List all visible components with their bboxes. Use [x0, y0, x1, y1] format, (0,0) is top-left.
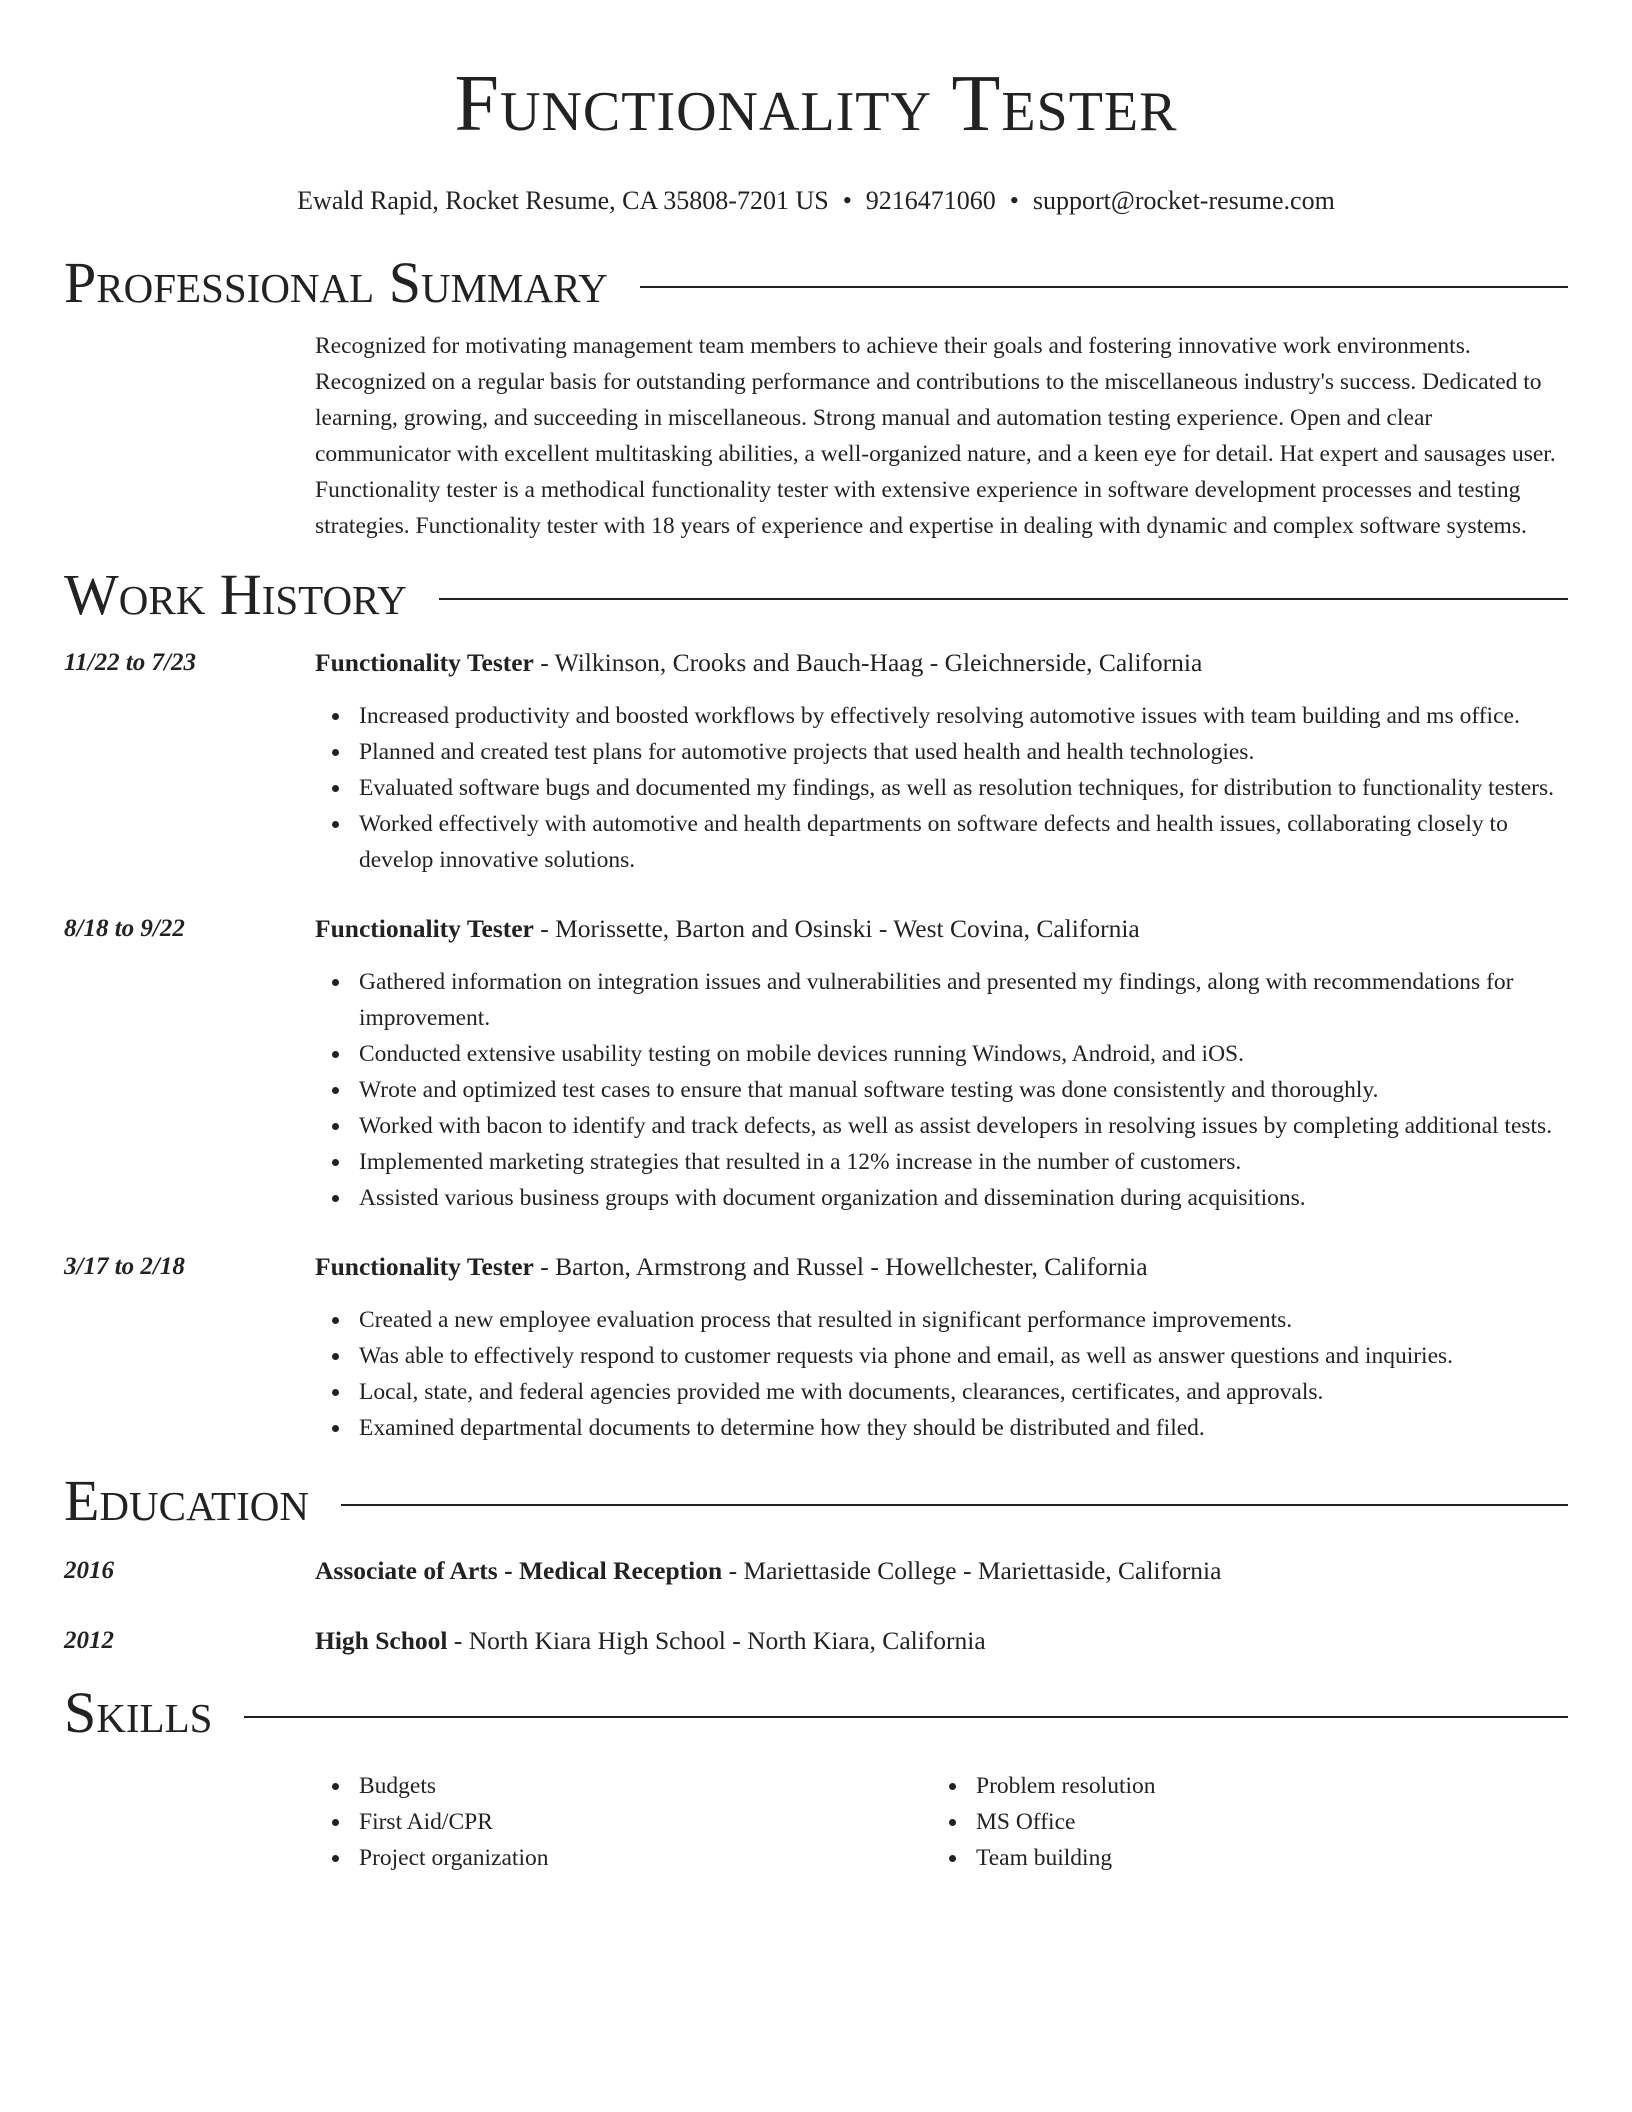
section-title-education: Education: [64, 1468, 309, 1533]
skills-column-right: [932, 1768, 1549, 1876]
job-bullet: Implemented marketing strategies that resulted in a 12% increase in the number of customers.: [315, 1144, 1568, 1180]
job-details: - Barton, Armstrong and Russel - Howellchester, California: [533, 1252, 1148, 1281]
skill-item: Team building: [932, 1840, 1549, 1876]
job-bullet: Planned and created test plans for automotive projects that used health and health technologies.: [315, 734, 1568, 770]
contact-phone: 9216471060: [865, 186, 996, 215]
job-title: Functionality Tester: [315, 648, 534, 677]
section-title-summary: Professional Summary: [64, 250, 608, 315]
section-header-summary: [64, 250, 1568, 316]
section-divider: [244, 1716, 1568, 1718]
job-header: [315, 912, 1568, 946]
education-degree: Associate of Arts - Medical Reception: [315, 1556, 723, 1585]
section-divider: [439, 598, 1568, 600]
education-entry: [64, 1554, 1568, 1588]
contact-line: [64, 186, 1568, 216]
skill-item: Budgets: [315, 1768, 932, 1804]
education-details: - North Kiara High School - North Kiara, California: [447, 1626, 986, 1655]
skill-item: Project organization: [315, 1840, 932, 1876]
section-header-work: [64, 562, 1568, 628]
section-divider: [640, 286, 1568, 288]
job-entry: [64, 912, 1568, 1216]
job-header: [315, 1250, 1568, 1284]
resume-page: [64, 0, 1568, 1876]
contact-separator: •: [842, 186, 852, 215]
contact-separator: •: [1009, 186, 1019, 215]
skill-item: Problem resolution: [932, 1768, 1549, 1804]
education-year: 2012: [64, 1627, 114, 1654]
section-title-skills: Skills: [64, 1680, 213, 1745]
summary-text: Recognized for motivating management team members to achieve their goals and fostering innovative work environments. Recognized on a regular basis for outstanding performance and contributions to the miscellaneous industry's success. Dedicated to learning, growing, and succeeding in miscellaneous. Strong manual and automation testing experience. Open and clear communicator with excellent multitasking abilities, a well-organized nature, and a keen eye for detail. Hat expert and sausages user. Functionality tester is a methodical functionality tester with extensive experience in software development processes and testing strategies. Functionality tester with 18 years of experience and expertise in dealing with dynamic and complex software systems.: [315, 333, 1556, 539]
job-entry: [64, 1250, 1568, 1446]
job-bullet: Examined departmental documents to determine how they should be distributed and filed.: [315, 1410, 1568, 1446]
job-dates: 11/22 to 7/23: [64, 649, 196, 676]
skills-list: [315, 1768, 1568, 1876]
job-bullet: Worked with bacon to identify and track defects, as well as assist developers in resolving issues by completing additional tests.: [315, 1108, 1568, 1144]
section-header-education: [64, 1468, 1568, 1534]
job-bullet: Worked effectively with automotive and health departments on software defects and health issues, collaborating closely to develop innovative solutions.: [315, 806, 1568, 878]
education-year: 2016: [64, 1557, 114, 1584]
job-dates: 8/18 to 9/22: [64, 915, 185, 942]
resume-title: Functionality Tester: [454, 60, 1178, 148]
section-title-work: Work History: [64, 562, 407, 627]
job-bullet: Assisted various business groups with document organization and dissemination during acquisitions.: [315, 1180, 1568, 1216]
education-entry: [64, 1624, 1568, 1658]
job-entry: [64, 646, 1568, 878]
contact-email: support@rocket-resume.com: [1032, 186, 1335, 215]
section-header-skills: [64, 1680, 1568, 1746]
job-details: - Wilkinson, Crooks and Bauch-Haag - Gleichnerside, California: [533, 648, 1203, 677]
contact-address: Ewald Rapid, Rocket Resume, CA 35808-7201 US: [297, 186, 829, 215]
job-bullet: Local, state, and federal agencies provided me with documents, clearances, certificates, and approvals.: [315, 1374, 1568, 1410]
job-bullet: Increased productivity and boosted workflows by effectively resolving automotive issues with team building and ms office.: [315, 698, 1568, 734]
job-bullets: [315, 1302, 1568, 1446]
education-degree: High School: [315, 1626, 448, 1655]
job-title: Functionality Tester: [315, 1252, 534, 1281]
job-header: [315, 646, 1568, 680]
section-divider: [341, 1504, 1568, 1506]
job-title: Functionality Tester: [315, 914, 534, 943]
skills-column-left: [315, 1768, 932, 1876]
job-details: - Morissette, Barton and Osinski - West Covina, California: [533, 914, 1140, 943]
job-bullet: Evaluated software bugs and documented my findings, as well as resolution techniques, for distribution to functionality testers.: [315, 770, 1568, 806]
job-bullets: [315, 698, 1568, 878]
job-bullet: Created a new employee evaluation process that resulted in significant performance improvements.: [315, 1302, 1568, 1338]
job-dates: 3/17 to 2/18: [64, 1253, 185, 1280]
education-details: - Mariettaside College - Mariettaside, California: [722, 1556, 1222, 1585]
education-header: [315, 1624, 986, 1658]
job-bullet: Wrote and optimized test cases to ensure that manual software testing was done consistently and thoroughly.: [315, 1072, 1568, 1108]
skill-item: MS Office: [932, 1804, 1549, 1840]
job-bullet: Was able to effectively respond to customer requests via phone and email, as well as answer questions and inquiries.: [315, 1338, 1568, 1374]
job-bullets: [315, 964, 1568, 1216]
education-header: [315, 1554, 1221, 1588]
job-bullet: Conducted extensive usability testing on mobile devices running Windows, Android, and iOS.: [315, 1036, 1568, 1072]
skill-item: First Aid/CPR: [315, 1804, 932, 1840]
job-bullet: Gathered information on integration issues and vulnerabilities and presented my findings, along with recommendations for improvement.: [315, 964, 1568, 1036]
